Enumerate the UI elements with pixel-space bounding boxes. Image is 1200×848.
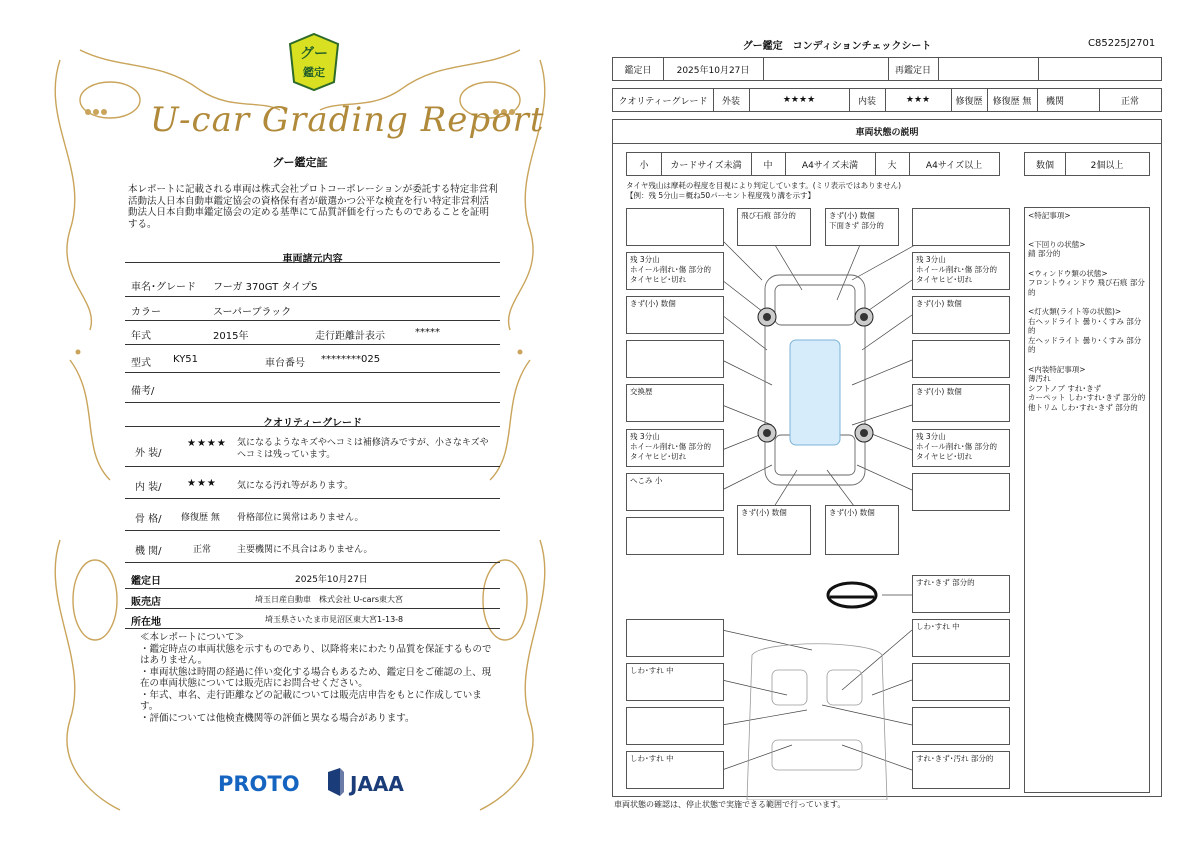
note-box-tire-front-left: 残 3分山 ホイール削れ･傷 部分的 タイヤヒビ･切れ <box>626 252 724 290</box>
grade-row-frame <box>125 502 500 531</box>
grade-row <box>612 88 1162 112</box>
note-box-tire-rear-left: 残 3分山 ホイール削れ･傷 部分的 タイヤヒビ･切れ <box>626 429 724 467</box>
note-box-int-right-1: しわ･すれ 中 <box>912 619 1010 657</box>
grade-label: 骨 格/ <box>135 514 162 525</box>
note-box-left-mid: 交換歴 <box>626 384 724 422</box>
note-box-int-right-empty <box>912 663 1010 701</box>
jaaa-logo: JAAA <box>350 772 404 796</box>
quality-grade-label: クオリティーグレード <box>618 96 708 107</box>
size-legend <box>626 152 1000 176</box>
badge-bottom-text: 鑑定 <box>303 66 325 79</box>
spec-color-value: スーパーブラック <box>213 307 292 318</box>
grade-value: 修復歴 無 <box>181 513 220 523</box>
tire-note-1: タイヤ残山は摩耗の程度を目視により判定しています。(ミリ表示ではありません) <box>626 181 902 190</box>
engine-value: 正常 <box>1120 96 1139 107</box>
explain-heading: 車両状態の説明 <box>855 127 919 138</box>
tire-note-2: 【例：残 5分山＝概ね50パーセント程度残り溝を示す】 <box>626 191 816 200</box>
date-label: 鑑定日 <box>131 576 161 587</box>
divider <box>612 143 1162 144</box>
grade-heading: クオリティーグレード <box>263 418 362 429</box>
grade-value: 正常 <box>193 545 212 555</box>
note-item: ・車両状態は時間の経過に伴い変化する場合もあるため、鑑定日をご確認の上、現在の車両状態については販売店にお問合せください。 <box>140 666 492 689</box>
spec-row-model <box>125 348 500 373</box>
spec-mileage-value: ***** <box>415 327 440 338</box>
note-item: ・年式、車名、走行距離などの記載については販売店申告をもとに作成しています。 <box>140 689 482 712</box>
grade-stars: ★★★★ <box>187 438 227 449</box>
address-label: 所在地 <box>131 617 161 628</box>
spec-year-value: 2015年 <box>213 331 249 342</box>
badge-top-text: グー <box>300 46 328 62</box>
spec-row-remarks <box>125 376 500 403</box>
spec-model-label: 型式 <box>131 358 151 369</box>
size-medium-label: 中 <box>763 160 773 171</box>
certificate-heading: グー鑑定証 <box>272 156 328 169</box>
size-small-value: カードサイズ未満 <box>670 160 742 171</box>
dealer-value: 埼玉日産自動車 株式会社 U-cars東大宮 <box>255 595 404 604</box>
address-value: 埼玉県さいたま市見沼区東大宮1-13-8 <box>265 615 404 624</box>
date-value: 2025年10月27日 <box>295 575 368 585</box>
spec-row-color <box>125 298 500 321</box>
note-item: ・評価については他検査機関等の評価と異なる場合があります。 <box>140 712 415 724</box>
note-box-tire-rear-right: 残 3分山 ホイール削れ･傷 部分的 タイヤヒビ･切れ <box>912 429 1010 467</box>
repair-label: 修復歴 <box>955 96 983 107</box>
divider <box>125 262 500 263</box>
repair-value: 修復歴 無 <box>992 96 1032 107</box>
divider <box>125 426 500 427</box>
sheet-title: グー鑑定 コンディションチェックシート <box>742 41 932 52</box>
spec-mileage-label: 走行距離計表示 <box>315 331 385 342</box>
note-box-front-right-empty <box>912 208 1010 246</box>
note-box-int-right-2: すれ･きず･汚れ 部分的 <box>912 751 1010 789</box>
reinspect-date-label: 再鑑定日 <box>894 65 931 76</box>
info-row-address <box>125 610 500 629</box>
note-box-rear-1: きず(小) 数個 <box>737 505 811 555</box>
spec-remarks-label: 備考/ <box>131 386 155 397</box>
spec-color-label: カラー <box>131 307 161 318</box>
note-box-int-left-empty <box>626 619 724 657</box>
grade-desc: 骨格部位に異常はありません。 <box>237 513 364 523</box>
spec-name-value: フーガ 370GT タイプS <box>213 282 318 293</box>
date-row <box>612 57 1162 81</box>
note-box-rear-2: きず(小) 数個 <box>825 505 899 555</box>
size-large-label: 大 <box>887 160 897 171</box>
spec-name-label: 車名･グレード <box>131 282 196 293</box>
size-large-value: A4サイズ以上 <box>925 160 983 171</box>
size-medium-value: A4サイズ未満 <box>801 160 859 171</box>
grade-label: 内 装/ <box>135 482 162 493</box>
exterior-value: ★★★★ <box>782 95 816 105</box>
grade-desc: 主要機関に不具合はありません。 <box>237 545 373 555</box>
info-row-dealer <box>125 590 500 609</box>
inspect-date-value: 2025年10月27日 <box>676 65 750 76</box>
goo-kantei-badge <box>286 32 342 92</box>
sheet-footer: 車両状態の確認は、停止状態で実施できる範囲で行っています。 <box>614 800 846 809</box>
spec-year-label: 年式 <box>131 331 151 342</box>
exterior-label: 外装 <box>721 96 740 107</box>
grade-desc: 気になるようなキズやヘコミは補修済みですが、小さなキズやヘコミは残っています。 <box>237 438 489 460</box>
spec-row-name <box>125 274 500 297</box>
note-box-left-empty <box>626 340 724 378</box>
interior-value: ★★★ <box>905 95 931 105</box>
spec-row-year <box>125 322 500 345</box>
size-small-label: 小 <box>639 160 649 171</box>
note-box-front-left-empty <box>626 208 724 246</box>
count-label: 数個 <box>1035 160 1054 171</box>
note-box-int-left-2: しわ･すれ 中 <box>626 751 724 789</box>
note-box-door-front-left: きず(小) 数個 <box>626 296 724 334</box>
note-box-tire-front-right: 残 3分山 ホイール削れ･傷 部分的 タイヤヒビ･切れ <box>912 252 1010 290</box>
proto-logo <box>218 772 300 796</box>
count-value: 2個以上 <box>1090 160 1124 171</box>
note-box-int-left-empty-2 <box>626 707 724 745</box>
special-remarks: <特記事項> <下回りの状態> 錆 部分的 <ウィンドウ類の状態> フロントウィンドウ 飛び石痕 部分的 <灯火類(ライト等の状態)> 右ヘッドライト 曇り･くすみ 部分的 左ヘッドライト 曇り･くすみ 部分的 <内装特記事項> 薄汚れ シフトノブ すれ･きず カーペット しわ･すれ･きず 部分的 他トリム しわ･すれ･きず 部分的 <box>1024 207 1150 793</box>
note-box-door-front-right: きず(小) 数個 <box>912 296 1010 334</box>
grade-label: 外 装/ <box>135 448 162 459</box>
proto-logo-text: PROTO <box>218 772 300 796</box>
grade-desc: 気になる汚れ等があります。 <box>237 481 354 491</box>
certificate-statement: 本レポートに記載される車両は株式会社プロトコーポレーションが委託する特定非営利活動法人日本自動車鑑定協会の資格保有者が厳選かつ公平な検査を行い特定非営利活動法人日本自動車鑑定協会の定める基準にて品質評価を行ったものであることを証明する。 <box>128 184 498 230</box>
grade-row-engine <box>125 534 500 563</box>
note-box-steering: すれ･きず 部分的 <box>912 575 1010 613</box>
grade-row-exterior <box>125 434 500 467</box>
dealer-label: 販売店 <box>131 597 161 608</box>
notes-heading: ≪本レポートについて≫ <box>140 632 245 643</box>
inspect-date-label: 鑑定日 <box>624 65 652 76</box>
spec-chassis-value: ********025 <box>321 354 381 365</box>
note-box-int-left-1: しわ･すれ 中 <box>626 663 724 701</box>
note-box-int-right-empty-2 <box>912 707 1010 745</box>
sheet-code: C85225J2701 <box>1088 38 1156 49</box>
note-box-rear-left-empty <box>626 517 724 555</box>
spec-model-value: KY51 <box>173 354 199 365</box>
note-box-right-mid: きず(小) 数個 <box>912 384 1010 422</box>
report-title: U-car Grading Report <box>150 100 545 140</box>
count-legend <box>1024 152 1150 176</box>
spec-chassis-label: 車台番号 <box>265 358 305 369</box>
note-box-rear-right-empty <box>912 473 1010 511</box>
note-item: ・鑑定時点の車両状態を示すものであり、以降将来にわたり品質を保証するものではありません。 <box>140 643 492 666</box>
specs-heading: 車両諸元内容 <box>282 254 343 265</box>
note-box-rear-left: へこみ 小 <box>626 473 724 511</box>
note-box-front-2: きず(小) 数個 下面きず 部分的 <box>825 208 899 246</box>
interior-label: 内装 <box>857 96 876 107</box>
jaaa-emblem-icon <box>326 768 346 796</box>
grade-label: 機 関/ <box>135 546 162 557</box>
info-row-date <box>125 568 500 589</box>
engine-label: 機関 <box>1045 96 1064 107</box>
note-box-front-1: 飛び石痕 部分的 <box>737 208 811 246</box>
grade-stars: ★★★ <box>187 478 217 489</box>
report-notes <box>140 632 500 724</box>
grade-row-interior <box>125 470 500 499</box>
note-box-right-empty <box>912 340 1010 378</box>
